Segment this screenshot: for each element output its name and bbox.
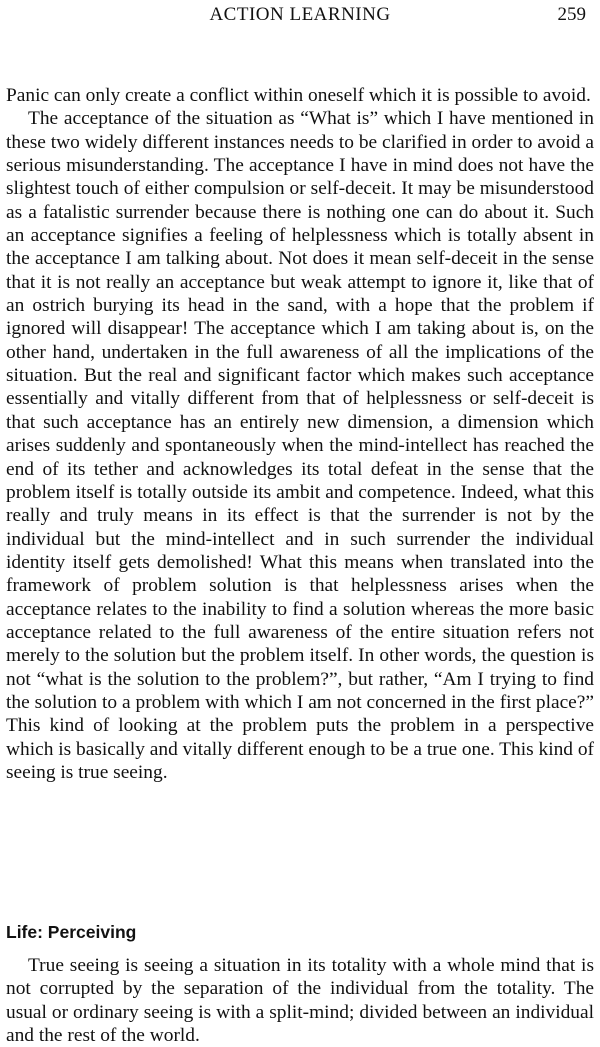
page-number: 259: [557, 4, 586, 25]
running-title: ACTION LEARNING: [209, 4, 391, 25]
body-text: [6, 84, 594, 784]
running-head: [0, 4, 600, 28]
body-paragraph-1: Panic can only create a conflict within oneself which it is possible to avoid.: [6, 85, 591, 106]
section-heading: Life: Perceiving: [6, 922, 137, 942]
section-text: [6, 954, 594, 1047]
body-paragraph-2: The acceptance of the situation as “What is” which I have mentioned in these two widely different instances needs to be clarified in order to avoid a serious misunderstanding. The acceptance I have in mind does not have the slightest touch of either compulsion or self-deceit. It may be misunderstood as a fatalistic surrender because there is nothing one can do about it. Such an acceptance signifies a feeling of helplessness which is totally absent in the acceptance I am talking about. Not does it mean self-deceit in the sense that it is not really an acceptance but weak attempt to ignore it, like that of an ostrich burying its head in the sand, with a hope that the problem if ignored will disappear! The acceptance which I am taking about is, on the other hand, undertaken in the full awareness of all the implications of the situation. But the real and significant factor which makes such acceptance essentially and vitally different from that of helplessness or self-deceit is that such acceptance has an entirely new dimension, a dimension which arises suddenly and spontaneously when the mind-intellect has reached the end of its tether and acknowledges its total defeat in the sense that the problem itself is totally outside its ambit and competence. Indeed, what this really and truly means in its effect is that the surrender is not by the individual but the mind-intellect and in such surrender the individual identity itself gets demolished! What this means when translated into the framework of problem solution is that helplessness arises when the acceptance relates to the inability to find a solution whereas the more basic acceptance related to the full awareness of the entire situation refers not merely to the solution but the problem itself. In other words, the question is not “what is the solution to the problem?”, but rather, “Am I trying to find the solution to a problem with which I am not concerned in the first place?” This kind of looking at the problem puts the problem in a perspective which is basically and vitally different enough to be a true one. This kind of seeing is true seeing.: [6, 108, 594, 783]
section-paragraph-1: True seeing is seeing a situation in its totality with a whole mind that is not corrupted by the separation of the individual from the totality. The usual or ordinary seeing is with a split-mind; divided between an individual and the rest of the world.: [6, 955, 594, 1047]
